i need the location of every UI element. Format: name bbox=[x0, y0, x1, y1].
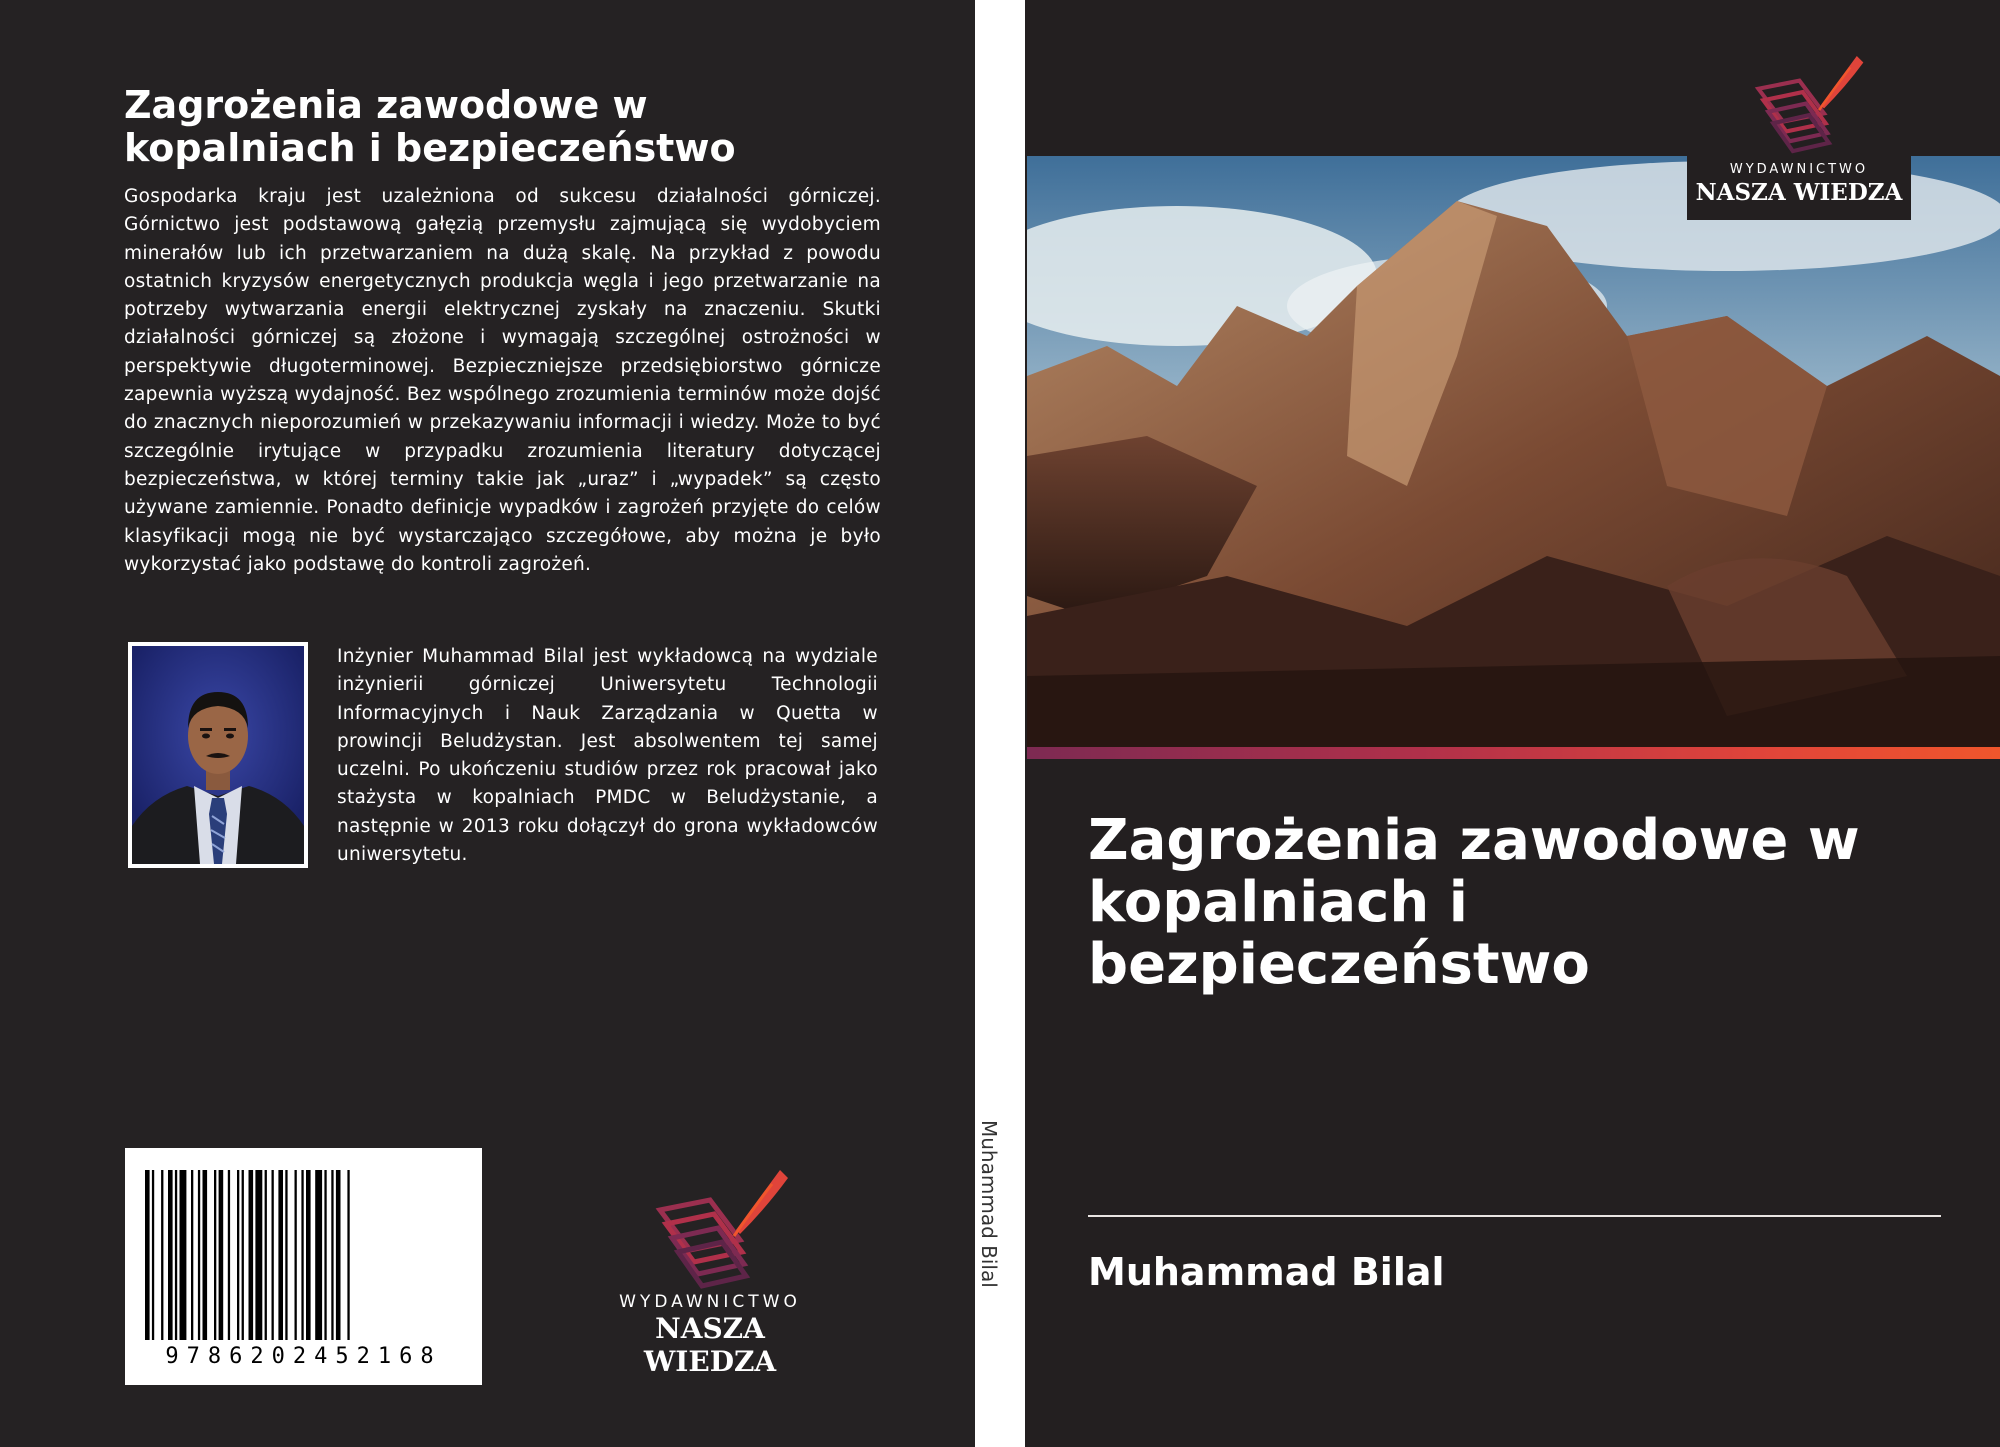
spine-author: Muhammad Bilal bbox=[977, 1120, 1001, 1288]
back-cover bbox=[0, 0, 975, 1447]
back-publisher-logo bbox=[585, 1160, 835, 1378]
isbn-digits: 9786202452168 bbox=[165, 1344, 442, 1369]
divider bbox=[1088, 1215, 1941, 1217]
author-portrait-icon bbox=[132, 646, 304, 864]
author-bio: Inżynier Muhammad Bilal jest wykładowcą na wydziale inżynierii górniczej Uniwersytetu Technologii Informacyjnych i Nauk Zarządzania w Quetta w prowincji Beludżystan. Jest absolwentem tej samej uczelni. Po ukończeniu studiów przez rok pracował jako stażysta w kopalniach PMDC w Beludżystanie, a następnie w 2013 roku dołączył do grona wykładowców uniwersytetu. bbox=[337, 646, 878, 866]
back-cover-description: Gospodarka kraju jest uzależniona od sukcesu działalności górniczej. Górnictwo jest podstawową gałęzią przemysłu zajmującą się wydobyciem minerałów lub ich przetwarzaniem na dużą skalę. Na przykład z powodu ostatnich kryzysów energetycznych produkcja węgla i jego przetwarzanie na potrzeby wytwarzania energii elektrycznej zyskały na znaczeniu. Skutki działalności górniczej są złożone i wymagają szczególnej ostrożności w perspektywie długoterminowej. Bezpieczniejsze przedsiębiorstwo górnicze zapewnia wyższą wydajność. Bez wspólnego zrozumienia terminów może dojść do znacznych nieporozumień w przekazywaniu informacji i wiedzy. Może to być szczególnie irytujące w przypadku zrozumienia literatury dotyczącej bezpieczeństwa, w której terminy takie jak „uraz” i „wypadek” są często używane zamiennie. Ponadto definicje wypadków i zagrożeń przyjęte do celów klasyfikacji mogą nie być wystarczająco szczegółowe, aby można je było wykorzystać jako podstawę do kontroli zagrożeń. bbox=[124, 186, 881, 575]
book-quill-logo-icon bbox=[585, 1160, 835, 1290]
mountain-landscape-icon bbox=[1027, 156, 2000, 747]
publisher-line2: NASZA WIEDZA bbox=[1695, 179, 1903, 206]
publisher-line2: NASZA WIEDZA bbox=[643, 1312, 777, 1378]
author-photo bbox=[128, 642, 308, 868]
isbn-barcode bbox=[125, 1148, 482, 1385]
publisher-line1: WYDAWNICTWO bbox=[619, 1292, 801, 1312]
front-cover-title: Zagrożenia zawodowe w kopalniach i bezpieczeństwo bbox=[1088, 808, 1860, 997]
mountain-photo bbox=[1027, 156, 2000, 747]
front-publisher-logo bbox=[1687, 52, 1911, 220]
front-cover-author: Muhammad Bilal bbox=[1088, 1250, 1445, 1294]
barcode-icon bbox=[125, 1148, 482, 1348]
back-cover-title: Zagrożenia zawodowe w kopalniach i bezpieczeństwo bbox=[124, 83, 736, 170]
accent-bar bbox=[1027, 747, 2000, 759]
book-quill-logo-icon bbox=[1687, 52, 1911, 162]
publisher-line1: WYDAWNICTWO bbox=[1729, 162, 1869, 177]
